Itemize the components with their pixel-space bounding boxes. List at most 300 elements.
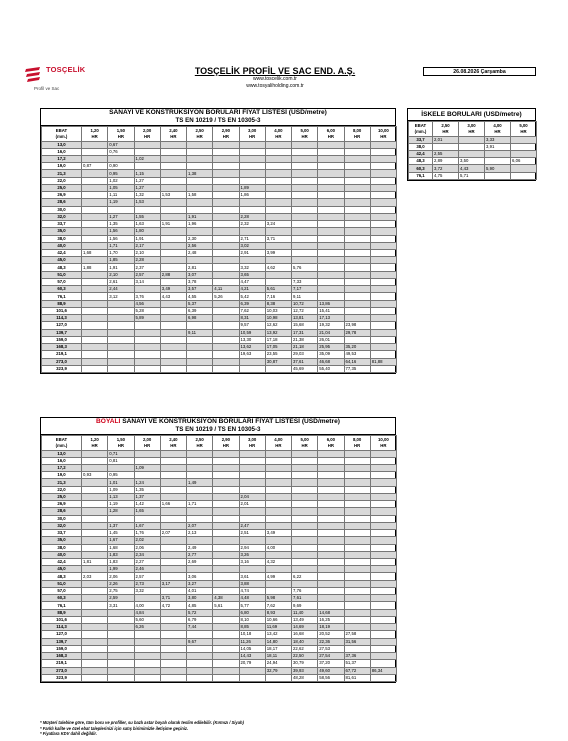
table-row [42,486,397,493]
price-cell: 2,32 [239,221,265,228]
column-header-thickness [108,127,134,142]
size-cell: 127,0 [42,322,82,329]
price-cell [344,228,370,235]
price-cell: 15,41 [318,307,344,314]
size-cell: 168,3 [42,653,82,660]
price-cell [265,479,291,486]
price-cell [318,293,344,300]
price-cell: 7,62 [239,307,265,314]
company-name: TOSÇELİK PROFİL VE SAC END. A.Ş. [194,66,356,76]
price-cell: 18,40 [292,638,318,645]
price-cell [134,336,160,343]
header-value: 4,00 [274,436,283,442]
price-cell [318,206,344,213]
price-cell [213,544,239,551]
price-cell [370,537,396,544]
table-row [42,595,397,602]
sanayi-table [41,126,397,373]
price-cell: 1,13 [108,493,134,500]
price-cell: 1,68 [82,250,108,257]
price-cell [370,148,396,155]
price-cell [134,667,160,674]
price-cell [213,616,239,623]
header-unit: HR [170,133,177,139]
price-cell [292,580,318,587]
price-cell: 5,98 [265,595,291,602]
price-cell: 3,17 [160,580,186,587]
price-cell [160,508,186,515]
column-header-thickness [187,127,213,142]
price-cell: 3,88 [239,580,265,587]
price-cell [239,508,265,515]
price-cell [292,221,318,228]
price-cell [160,300,186,307]
price-cell [108,322,134,329]
column-header-thickness [239,127,265,142]
size-cell: 28,6 [42,199,82,206]
price-cell: 16,68 [292,631,318,638]
price-cell [292,486,318,493]
price-cell [160,624,186,631]
size-cell: 48,3 [42,573,82,580]
size-cell: 60,3 [42,595,82,602]
price-cell [160,344,186,351]
column-header-thickness [511,122,537,137]
price-cell [82,336,108,343]
column-header-thickness [134,127,160,142]
table-row [42,264,397,271]
price-cell: 1,63 [134,221,160,228]
table-row [42,660,397,667]
table-row [42,213,397,220]
price-cell [160,250,186,257]
size-cell: 114,3 [42,624,82,631]
price-cell: 0,87 [82,163,108,170]
table-row [42,667,397,674]
table-row [409,165,537,172]
price-cell [344,235,370,242]
price-cell [134,457,160,464]
price-cell [82,184,108,191]
price-cell [187,322,213,329]
header-unit: HR [91,442,98,448]
price-cell [160,329,186,336]
price-cell [292,522,318,529]
price-cell: 49,60 [318,667,344,674]
price-cell [292,257,318,264]
price-cell [344,587,370,594]
price-cell: 30,87 [265,358,291,365]
price-cell: 3,99 [265,250,291,257]
price-cell [213,170,239,177]
size-cell: 21,3 [42,479,82,486]
price-cell [213,522,239,529]
table-row [42,322,397,329]
table-row [42,479,397,486]
price-cell: 14,68 [318,609,344,616]
price-cell [134,329,160,336]
price-cell: 18,19 [318,624,344,631]
header-value: 3,00 [247,127,257,133]
table-row [42,163,397,170]
price-cell [318,242,344,249]
column-header-thickness [160,127,186,142]
size-cell: 30,0 [42,515,82,522]
price-cell: 13,42 [265,631,291,638]
price-cell [292,199,318,206]
price-cell: 55,40 [318,365,344,372]
column-header-thickness [433,122,459,137]
price-cell [239,450,265,457]
price-cell: 1,66 [160,501,186,508]
price-cell [134,653,160,660]
price-cell [82,365,108,372]
price-cell [187,199,213,206]
price-cell: 1,32 [134,192,160,199]
price-cell [344,624,370,631]
table-row [42,235,397,242]
price-cell [108,464,134,471]
price-cell [160,631,186,638]
size-cell: 19,0 [42,472,82,479]
price-cell [265,278,291,285]
price-cell: 4,75 [433,172,459,179]
price-cell [344,199,370,206]
sanayi-table-header [41,109,395,126]
price-cell [370,457,396,464]
price-cell [134,286,160,293]
price-cell [82,638,108,645]
price-cell [511,172,537,179]
price-cell: 64,16 [344,358,370,365]
price-cell: 13,62 [239,344,265,351]
price-cell [292,163,318,170]
price-cell: 3,14 [134,278,160,285]
price-cell: 7,17 [292,286,318,293]
price-cell [213,587,239,594]
price-cell: 0,71 [108,450,134,457]
price-cell: 1,02 [108,177,134,184]
price-cell [265,457,291,464]
price-cell: 2,49 [187,544,213,551]
price-cell [370,515,396,522]
header-value: 1,50 [116,436,126,442]
table-row [42,141,397,148]
price-cell: 4,55 [187,293,213,300]
size-cell: 21,3 [42,170,82,177]
price-cell: 3,71 [265,235,291,242]
price-cell [187,206,213,213]
table-row [42,358,397,365]
price-cell: 1,83 [108,551,134,558]
price-cell: 29,03 [292,351,318,358]
price-cell [82,544,108,551]
price-cell [370,544,396,551]
price-cell [370,508,396,515]
website-link-2[interactable]: www.tosyaliholding.com.tr [246,83,304,89]
price-cell: 3,06 [187,573,213,580]
price-cell [82,537,108,544]
size-cell: 42,4 [42,559,82,566]
header-value: 2,50 [441,122,450,128]
price-cell [344,464,370,471]
price-cell [292,544,318,551]
company-logo [24,64,114,92]
price-cell [370,587,396,594]
price-cell [213,351,239,358]
price-cell [344,530,370,537]
price-cell: 9,57 [239,322,265,329]
price-cell [370,322,396,329]
price-cell [344,307,370,314]
price-cell: 4,74 [239,587,265,594]
size-cell: 57,0 [42,278,82,285]
boyali-table [41,435,397,682]
price-cell [344,300,370,307]
price-cell [344,457,370,464]
price-cell [108,336,134,343]
size-cell: 323,9 [42,365,82,372]
column-header-thickness [485,122,511,137]
price-cell [265,192,291,199]
price-cell [239,155,265,162]
size-cell: 22,0 [42,486,82,493]
price-cell [292,457,318,464]
price-cell [370,493,396,500]
price-cell [239,515,265,522]
price-cell: 1,11 [108,192,134,199]
price-cell [292,515,318,522]
price-cell [108,645,134,652]
column-header-thickness [213,127,239,142]
price-cell [370,609,396,616]
price-cell [292,235,318,242]
price-cell [160,522,186,529]
price-cell [134,472,160,479]
price-cell [239,674,265,681]
price-cell [187,450,213,457]
price-cell [213,242,239,249]
price-cell [370,315,396,322]
price-cell: 22,36 [318,638,344,645]
price-cell [160,307,186,314]
price-cell: 3,57 [187,286,213,293]
price-cell [344,293,370,300]
price-cell [344,141,370,148]
price-cell: 51,37 [344,660,370,667]
price-cell [213,199,239,206]
price-cell [82,257,108,264]
price-cell [213,192,239,199]
price-cell [344,192,370,199]
price-cell: 3,32 [134,587,160,594]
price-cell [160,257,186,264]
header-unit: HR [380,133,387,139]
price-cell: 5,60 [134,616,160,623]
price-cell [187,155,213,162]
price-cell [318,286,344,293]
header-value: 10,00 [377,436,389,442]
price-cell [370,213,396,220]
price-cell [160,278,186,285]
size-cell: 88,9 [42,300,82,307]
price-cell: 2,10 [108,271,134,278]
price-cell: 5,90 [485,165,511,172]
header-unit: HR [327,133,334,139]
price-cell [82,501,108,508]
price-cell: 2,47 [239,522,265,529]
price-cell [344,148,370,155]
price-cell: 5,72 [187,609,213,616]
price-cell: 24,94 [265,660,291,667]
price-cell [82,141,108,148]
price-cell: 17,31 [292,329,318,336]
price-cell [370,278,396,285]
table-row [42,472,397,479]
price-cell [292,271,318,278]
footnote: * Fiyatlara KDV dahil değildir. [40,731,97,736]
price-cell: 8,31 [239,315,265,322]
table-row [42,307,397,314]
price-cell [370,329,396,336]
website-link-1[interactable]: www.toscelik.com.tr [253,76,297,82]
column-header-thickness [344,127,370,142]
price-cell: 1,85 [108,257,134,264]
price-cell [370,522,396,529]
price-cell [370,184,396,191]
price-cell: 19,32 [318,322,344,329]
price-cell [344,645,370,652]
iskele-price-table [407,108,536,181]
price-cell: 2,44 [108,286,134,293]
size-cell: 60,3 [409,165,433,172]
price-cell: 2,73 [134,580,160,587]
price-cell: 4,48 [239,595,265,602]
price-cell [370,300,396,307]
header-value: 6,00 [326,127,336,133]
price-cell [160,336,186,343]
size-cell: 40,0 [42,551,82,558]
price-cell: 21,04 [318,329,344,336]
price-cell: 3,12 [108,293,134,300]
price-cell [344,257,370,264]
price-cell: 2,17 [134,242,160,249]
price-cell [239,228,265,235]
price-cell: 0,93 [82,472,108,479]
price-cell [318,250,344,257]
price-cell: 0,95 [108,170,134,177]
price-cell [187,645,213,652]
column-header-thickness [239,436,265,451]
price-cell: 0,67 [108,141,134,148]
price-cell: 1,67 [108,537,134,544]
price-cell: 2,91 [239,250,265,257]
price-cell [318,192,344,199]
price-cell [239,667,265,674]
price-cell: 10,03 [265,307,291,314]
price-cell: 1,99 [108,566,134,573]
price-cell [134,358,160,365]
price-cell [318,148,344,155]
price-cell [213,660,239,667]
price-cell: 19,63 [239,351,265,358]
table-row [42,148,397,155]
price-cell [318,264,344,271]
header-value: 2,00 [142,127,152,133]
price-cell [239,206,265,213]
price-cell: 45,69 [292,365,318,372]
table-row [409,150,537,157]
price-cell [187,344,213,351]
price-cell [370,450,396,457]
price-cell: 1,49 [187,479,213,486]
price-cell: 27,58 [344,631,370,638]
price-cell [511,150,537,157]
size-cell: 114,3 [42,315,82,322]
price-cell [370,530,396,537]
price-cell: 21,18 [292,344,318,351]
price-cell [160,667,186,674]
price-cell [318,595,344,602]
price-cell [160,315,186,322]
price-cell [213,508,239,515]
price-cell [160,450,186,457]
size-cell: 219,1 [42,351,82,358]
price-cell [82,515,108,522]
price-cell [370,551,396,558]
price-cell [370,472,396,479]
size-cell: 16,0 [42,148,82,155]
price-cell [318,486,344,493]
boyali-table-title [41,418,395,426]
price-cell [160,493,186,500]
price-cell [134,515,160,522]
header-unit: HR [442,128,449,134]
price-cell [370,486,396,493]
price-cell [213,638,239,645]
price-cell [213,221,239,228]
price-cell [265,271,291,278]
price-cell [265,674,291,681]
price-cell [344,515,370,522]
table-row [42,315,397,322]
price-cell: 37,61 [292,358,318,365]
table-row [42,501,397,508]
column-header-size [42,436,82,451]
price-cell: 15,68 [292,322,318,329]
price-cell: 6,26 [134,624,160,631]
table-row [42,551,397,558]
table-row [42,602,397,609]
header-unit: HR [275,133,282,139]
price-cell [160,170,186,177]
price-cell [265,501,291,508]
price-cell: 16,25 [318,616,344,623]
price-cell [160,163,186,170]
price-cell [213,486,239,493]
price-cell: 1,19 [108,199,134,206]
size-cell: 60,3 [42,286,82,293]
price-cell [82,508,108,515]
table-row [42,300,397,307]
price-cell [82,315,108,322]
price-cell: 3,49 [265,530,291,537]
price-cell: 2,55 [433,150,459,157]
footnote: * Müşteri talebine göre, tüm boru ve profiller, su bazlı astar boyalı olarak teslim edilebilir. (Kırmızı / Siyah) [40,720,244,725]
table-row [42,457,397,464]
price-cell: 2,01 [433,136,459,143]
boyali-label: BOYALI [96,418,121,425]
